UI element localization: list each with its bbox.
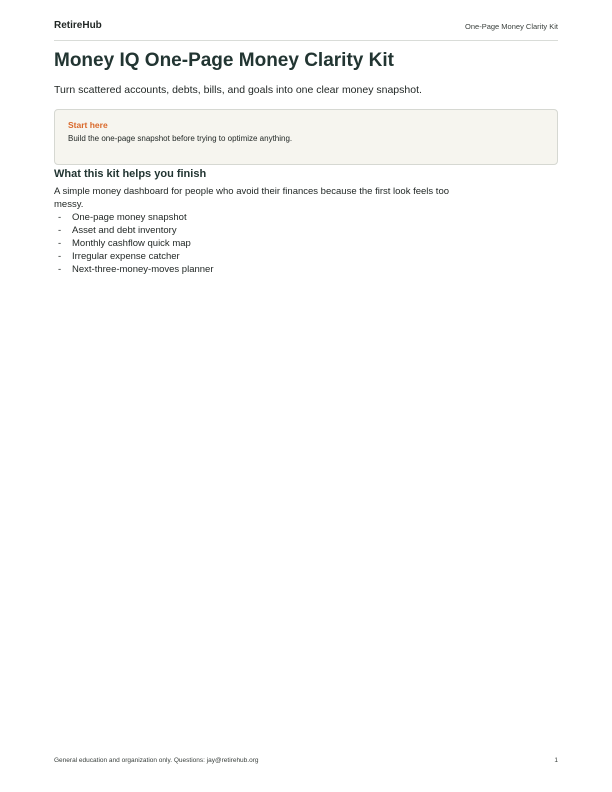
list-item-label: Monthly cashflow quick map bbox=[72, 238, 191, 249]
list-item-label: Next-three-money-moves planner bbox=[72, 264, 214, 275]
section-heading: What this kit helps you finish bbox=[54, 168, 207, 180]
dash-bullet-icon: - bbox=[58, 238, 62, 249]
page-title: Money IQ One-Page Money Clarity Kit bbox=[54, 50, 394, 71]
dash-bullet-icon: - bbox=[58, 251, 62, 262]
callout-body: Build the one-page snapshot before trying to optimize anything. bbox=[68, 134, 293, 143]
list-item-label: Irregular expense catcher bbox=[72, 251, 180, 262]
list-item-label: One-page money snapshot bbox=[72, 212, 187, 223]
list-item-label: Asset and debt inventory bbox=[72, 225, 177, 236]
section-body: A simple money dashboard for people who avoid their finances because the first look feels too messy. bbox=[54, 186, 450, 210]
page-subtitle: Turn scattered accounts, debts, bills, and goals into one clear money snapshot. bbox=[54, 84, 422, 96]
dash-bullet-icon: - bbox=[58, 264, 62, 275]
callout-title: Start here bbox=[68, 120, 108, 130]
header-doc-title: One-Page Money Clarity Kit bbox=[465, 22, 558, 31]
footer-note: General education and organization only. Questions: jay@retirehub.org bbox=[54, 757, 259, 764]
dash-bullet-icon: - bbox=[58, 212, 62, 223]
brand-name: RetireHub bbox=[54, 20, 102, 31]
start-here-callout bbox=[54, 109, 558, 165]
page-header bbox=[54, 18, 558, 41]
document-page bbox=[54, 0, 558, 792]
dash-bullet-icon: - bbox=[58, 225, 62, 236]
page-number: 1 bbox=[554, 757, 558, 764]
